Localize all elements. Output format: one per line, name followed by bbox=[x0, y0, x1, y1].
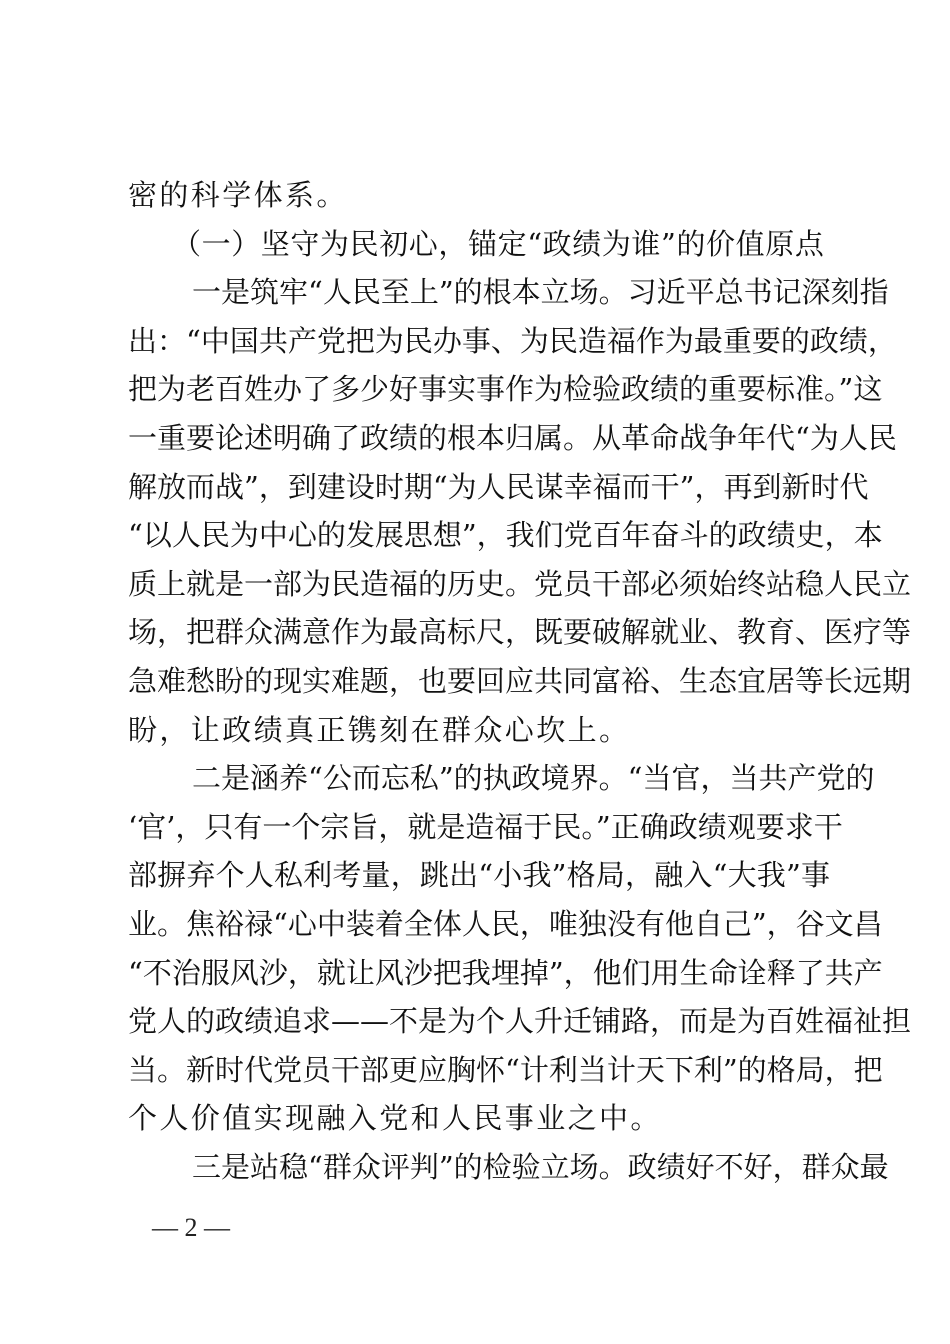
body-text bbox=[128, 171, 912, 1191]
paragraph-line: 把为老百姓办了多少好事实事作为检验政绩的重要标准。”这 bbox=[128, 372, 883, 407]
paragraph-line: 党人的政绩追求——不是为个人升迁铺路，而是为百姓福祉担 bbox=[128, 1004, 912, 1039]
paragraph-line: 解放而战”，到建设时期“为人民谋幸福而干”，再到新时代 bbox=[128, 469, 869, 504]
paragraph-line: 急难愁盼的现实难题，也要回应共同富裕、生态宜居等长远期 bbox=[128, 663, 912, 698]
paragraph-line: 密的科学体系。 bbox=[128, 178, 348, 212]
section-heading: （一）坚守为民初心，锚定“政绩为谁”的价值原点 bbox=[172, 226, 825, 261]
paragraph-line: 一是筑牢“人民至上”的根本立场。习近平总书记深刻指 bbox=[192, 275, 889, 310]
paragraph-line: 质上就是一部为民造福的历史。党员干部必须始终站稳人民立 bbox=[128, 566, 912, 601]
paragraph-line: 出：“中国共产党把为民办事、为民造福作为最重要的政绩， bbox=[128, 323, 897, 358]
paragraph-line: 业。焦裕禄“心中装着全体人民，唯独没有他自己”，谷文昌 bbox=[128, 906, 883, 941]
paragraph-line: 当。新时代党员干部更应胸怀“计利当计天下利”的格局，把 bbox=[128, 1052, 883, 1087]
paragraph-line: “不治服风沙，就让风沙把我埋掉”，他们用生命诠释了共产 bbox=[128, 955, 883, 990]
page-number: — 2 — bbox=[152, 1213, 230, 1242]
paragraph-line: 个人价值实现融入党和人民事业之中。 bbox=[128, 1101, 662, 1136]
paragraph-line: 部摒弃个人私利考量，跳出“小我”格局，融入“大我”事 bbox=[128, 858, 830, 893]
paragraph-line: 场，把群众满意作为最高标尺，既要破解就业、教育、医疗等 bbox=[128, 615, 912, 650]
paragraph-line: ‘官’，只有一个宗旨，就是造福于民。”正确政绩观要求干 bbox=[128, 809, 843, 844]
paragraph-line: 三是站稳“群众评判”的检验立场。政绩好不好，群众最 bbox=[192, 1149, 889, 1184]
paragraph-line: “以人民为中心的发展思想”，我们党百年奋斗的政绩史，本 bbox=[128, 518, 883, 553]
paragraph-line: 盼，让政绩真正镌刻在群众心坎上。 bbox=[128, 712, 631, 747]
paragraph-line: 一重要论述明确了政绩的根本归属。从革命战争年代“为人民 bbox=[128, 420, 897, 455]
paragraph-line: 二是涵养“公而忘私”的执政境界。“当官，当共产党的 bbox=[192, 761, 875, 796]
